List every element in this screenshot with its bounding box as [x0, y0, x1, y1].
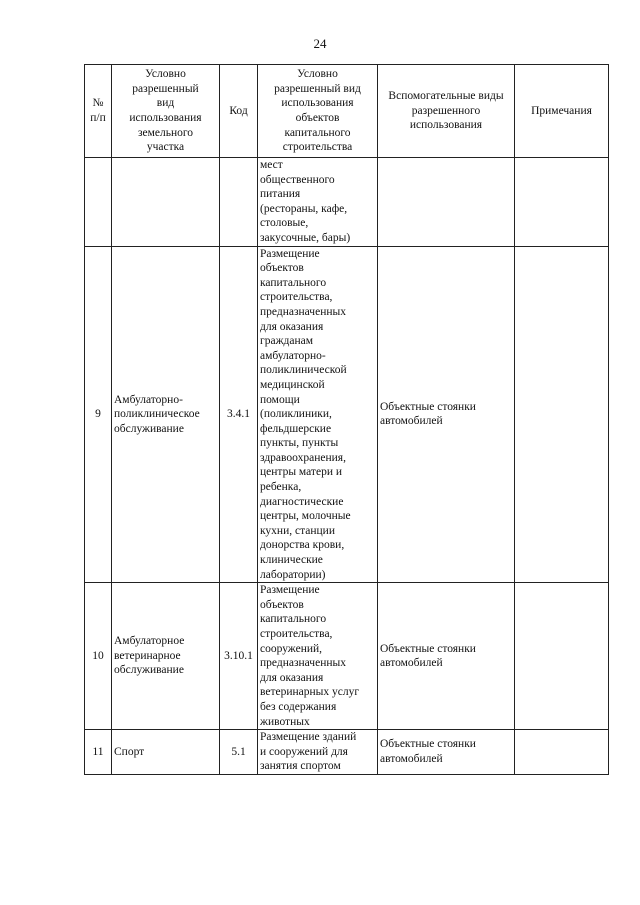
table-row	[85, 158, 609, 247]
page-number: 24	[313, 36, 327, 51]
row-num: 10	[85, 583, 112, 730]
row-code: 3.4.1	[220, 246, 258, 583]
row-aux-use	[378, 158, 515, 247]
row-aux-use: Объектные стоянки автомобилей	[378, 730, 515, 775]
row-notes	[515, 246, 609, 583]
row-notes	[515, 583, 609, 730]
row-main-use: Амбулаторное ветеринарное обслуживание	[112, 583, 220, 730]
table-row	[85, 246, 609, 583]
header-capital-use: Условно разрешенный вид использования объектов капитального строительства	[258, 65, 378, 158]
header-aux-use: Вспомогательные виды разрешенного использования	[378, 65, 515, 158]
row-capital-use: Размещение зданий и сооружений для занятия спортом	[258, 730, 378, 775]
row-aux-use: Объектные стоянки автомобилей	[378, 583, 515, 730]
table-row	[85, 730, 609, 775]
row-capital-use: Размещение объектов капитального строительства, предназначенных для оказания гражданам амбулаторно- поликлинической медицинской помощи (поликлиники, фельдшерские пункты, пункты здравоохранения, центры матери и ребенка, диагностические центры, молочные кухни, станции донорства крови, клинические лаборатории)	[258, 246, 378, 583]
row-num: 11	[85, 730, 112, 775]
header-code: Код	[220, 65, 258, 158]
table-row	[85, 583, 609, 730]
row-aux-use: Объектные стоянки автомобилей	[378, 246, 515, 583]
row-notes	[515, 730, 609, 775]
header-num: № п/п	[85, 65, 112, 158]
land-use-table	[84, 64, 609, 775]
row-main-use: Спорт	[112, 730, 220, 775]
row-num: 9	[85, 246, 112, 583]
row-code: 5.1	[220, 730, 258, 775]
header-notes: Примечания	[515, 65, 609, 158]
row-notes	[515, 158, 609, 247]
row-code: 3.10.1	[220, 583, 258, 730]
row-capital-use: Размещение объектов капитального строительства, сооружений, предназначенных для оказания ветеринарных услуг без содержания животных	[258, 583, 378, 730]
header-main-use: Условно разрешенный вид использования земельного участка	[112, 65, 220, 158]
row-main-use: Амбулаторно- поликлиническое обслуживание	[112, 246, 220, 583]
row-main-use	[112, 158, 220, 247]
row-capital-use: мест общественного питания (рестораны, кафе, столовые, закусочные, бары)	[258, 158, 378, 247]
table-header-row	[85, 65, 609, 158]
row-code	[220, 158, 258, 247]
row-num	[85, 158, 112, 247]
